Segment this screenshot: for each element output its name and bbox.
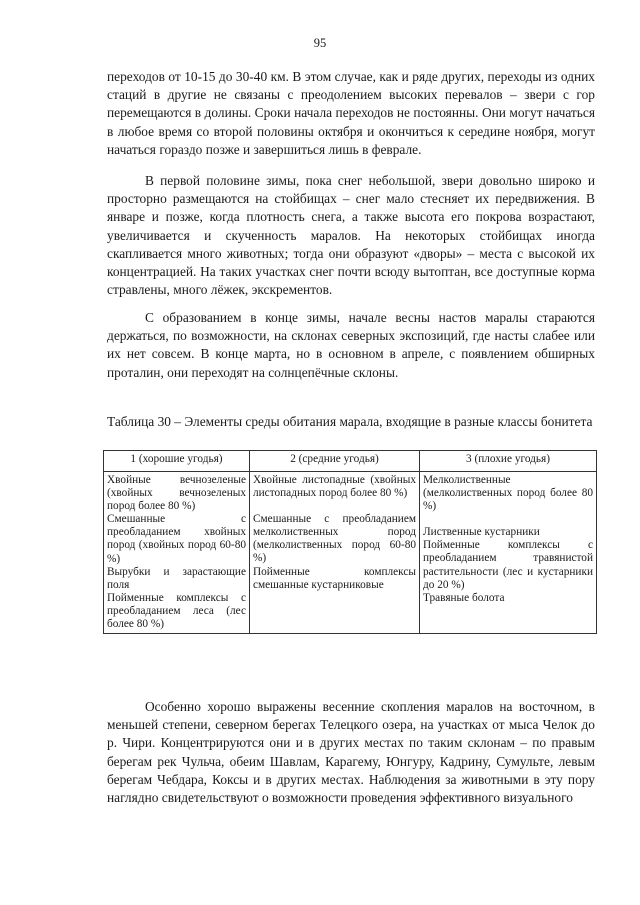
list-item: Смешанные с преобладанием мелколиственных пород (мелколиственных пород 60-80 %): [253, 513, 416, 565]
list-item: Мелколиственные (мелколиственных пород более 80 %): [423, 474, 593, 513]
column-header-good: 1 (хорошие угодья): [104, 451, 250, 472]
column-header-medium: 2 (средние угодья): [250, 451, 420, 472]
paragraph-text: В первой половине зимы, пока снег небольшой, звери довольно широко и просторно размещаются на стойбищах – снег мало стесняет их передвижения. В январе и позже, когда плотность снега, а также высота его покрова возрастают, увеличивается и скученность маралов. На некоторых стойбищах иногда скапливается много животных; тогда они образуют «дворы» – места с высокой их концентрацией. На таких участках снег почти всюду вытоптан, все доступные корма стравлены, много лёжек, экскрементов.: [107, 173, 595, 298]
table-row: [104, 472, 597, 634]
paragraph-text: переходов от 10-15 до 30-40 км. В этом случае, как и ряде других, переходы из одних стаций в другие не связаны с преодолением высоких перевалов – звери с гор перемещаются в долины. Сроки начала переходов не постоянны. Они могут начаться в любое время со второй половины октября и окончиться к середине ноября, могут начаться гораздо позже и завершиться лишь в феврале.: [107, 69, 595, 157]
habitat-table: [103, 450, 597, 634]
list-item: Пойменные комплексы с преобладанием травянистой растительности (лес и кустарники до 20 %): [423, 539, 593, 591]
paragraph-text: Особенно хорошо выражены весенние скопления маралов на восточном, в меньшей степени, северном берегах Телецкого озера, на участках от мыса Челок до р. Чири. Концентрируются они и в других местах по таким склонам – по правым берегам рек Чульча, обеим Шавлам, Карагему, Юнгуру, Кадрину, Сумульте, левым берегам Чебдара, Коксы и в других местах. Наблюдения за животными в эту пору наглядно свидетельствуют о возможности проведения эффективного визуального: [107, 699, 595, 806]
paragraph-spring-concentrations: [107, 698, 595, 807]
table-caption: Таблица 30 – Элементы среды обитания марала, входящие в разные классы бонитета: [107, 414, 593, 429]
cell-poor-habitats: [420, 472, 597, 634]
cell-medium-habitats: [250, 472, 420, 634]
table-header-row: [104, 451, 597, 472]
list-item: Вырубки и зарастающие поля: [107, 565, 246, 591]
list-item: Пойменные комплексы с преобладанием леса (лес более 80 %): [107, 591, 246, 631]
paragraph-late-winter: [107, 309, 595, 382]
column-header-poor: 3 (плохие угодья): [420, 451, 597, 472]
list-item: Лиственные кустарники: [423, 526, 540, 539]
cell-good-habitats: [104, 472, 250, 634]
paragraph-early-winter: [107, 172, 595, 299]
list-item: Пойменные комплексы смешанные кустарниковые: [253, 565, 416, 591]
list-item: Хвойные листопадные (хвойных листопадных пород более 80 %): [253, 474, 416, 500]
paragraph-continuation: [107, 68, 595, 159]
list-item: Травяные болота: [423, 591, 505, 604]
paragraph-text: С образованием в конце зимы, начале весны настов маралы стараются держаться, по возможности, на склонах северных экспозиций, где насты слабее или их нет совсем. В конце марта, но в основном в апреле, с появлением обширных проталин, они переходят на солнцепёчные склоны.: [107, 310, 595, 380]
list-item: Смешанные с преобладанием хвойных пород (хвойных пород 60-80 %): [107, 513, 246, 565]
list-item: Хвойные вечнозеленые (хвойных вечнозеленых пород более 80 %): [107, 474, 246, 513]
page-number: 95: [313, 36, 327, 50]
